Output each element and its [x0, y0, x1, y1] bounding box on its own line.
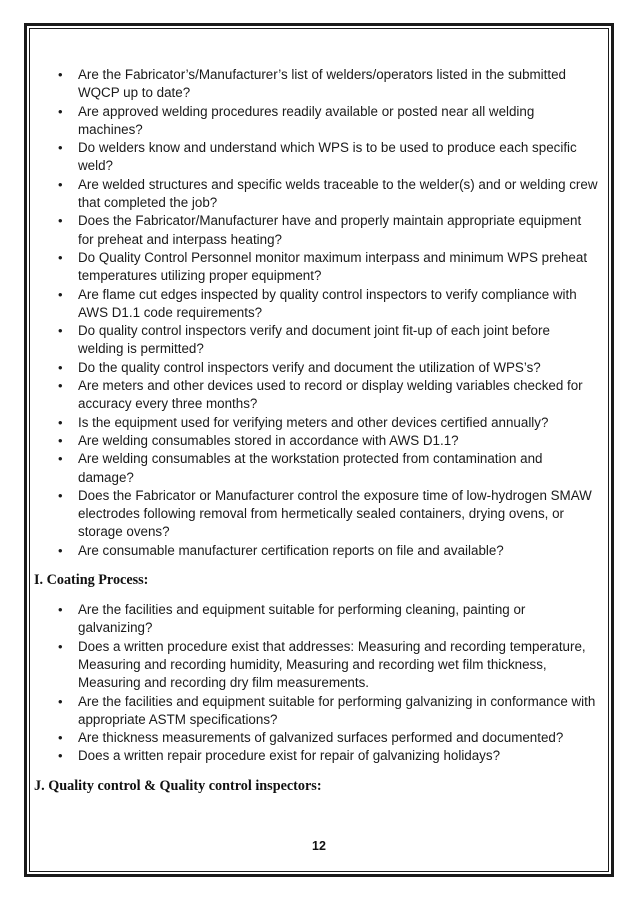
checklist-item: • Are consumable manufacturer certification reports on file and available?	[34, 542, 604, 560]
checklist-item: • Do the quality control inspectors verify and document the utilization of WPS’s?	[34, 359, 604, 377]
checklist-item: • Does the Fabricator/Manufacturer have and properly maintain appropriate equipment for preheat and interpass heating?	[34, 212, 604, 249]
checklist-item: • Do Quality Control Personnel monitor maximum interpass and minimum WPS preheat temperatures utilizing proper equipment?	[34, 249, 604, 286]
checklist-item: • Do welders know and understand which WPS is to be used to produce each specific weld?	[34, 139, 604, 176]
checklist-item: • Does the Fabricator or Manufacturer control the exposure time of low-hydrogen SMAW electrodes following removal from hermetically sealed containers, drying ovens, or storage ovens?	[34, 487, 604, 542]
welding-checklist	[34, 66, 604, 560]
checklist-item: • Are the Fabricator’s/Manufacturer’s list of welders/operators listed in the submitted WQCP up to date?	[34, 66, 604, 103]
checklist-item: • Are welded structures and specific welds traceable to the welder(s) and or welding crew that completed the job?	[34, 176, 604, 213]
checklist-item: • Are welding consumables stored in accordance with AWS D1.1?	[34, 432, 604, 450]
page-number: 12	[312, 839, 326, 853]
checklist-item: • Are welding consumables at the workstation protected from contamination and damage?	[34, 450, 604, 487]
checklist-item: • Do quality control inspectors verify and document joint fit-up of each joint before welding is permitted?	[34, 322, 604, 359]
checklist-item: • Are thickness measurements of galvanized surfaces performed and documented?	[34, 729, 604, 747]
checklist-item: • Are the facilities and equipment suitable for performing cleaning, painting or galvanizing?	[34, 601, 604, 638]
checklist-item: • Does a written procedure exist that addresses: Measuring and recording temperature, Measuring and recording humidity, Measuring and recording wet film thickness, Measuring and recording dry film measurements.	[34, 638, 604, 693]
section-heading-quality-control: J. Quality control & Quality control inspectors:	[34, 777, 322, 794]
checklist-item: • Does a written repair procedure exist for repair of galvanizing holidays?	[34, 747, 604, 765]
checklist-item: • Is the equipment used for verifying meters and other devices certified annually?	[34, 414, 604, 432]
section-heading-coating-process: I. Coating Process:	[34, 572, 149, 589]
checklist-item: • Are the facilities and equipment suitable for performing galvanizing in conformance with appropriate ASTM specifications?	[34, 693, 604, 730]
checklist-item: • Are meters and other devices used to record or display welding variables checked for accuracy every three months?	[34, 377, 604, 414]
checklist-item: • Are approved welding procedures readily available or posted near all welding machines?	[34, 103, 604, 140]
page-content	[34, 66, 604, 795]
checklist-item: • Are flame cut edges inspected by quality control inspectors to verify compliance with AWS D1.1 code requirements?	[34, 286, 604, 323]
coating-checklist	[34, 601, 604, 766]
